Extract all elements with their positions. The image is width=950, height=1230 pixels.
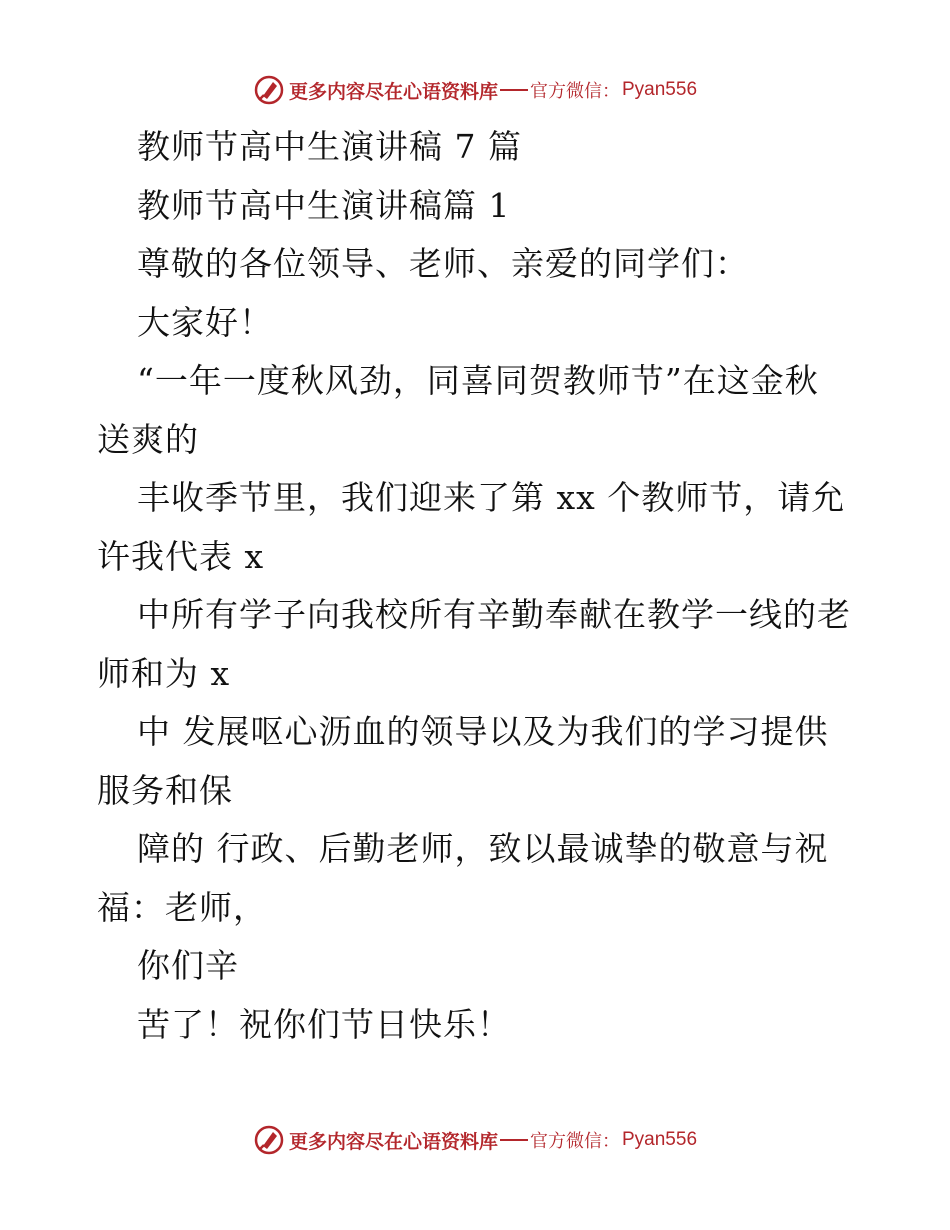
paragraph-line: 障的 行政、后勤老师，致以最诚挚的敬意与祝 — [137, 829, 829, 868]
paragraph-line: 师和为 x — [97, 653, 231, 693]
footer-banner — [0, 1120, 950, 1160]
footer-banner-label: 官方微信： — [530, 1131, 620, 1152]
paragraph-line: “一年一度秋风劲，同喜同贺教师节”在这金秋 — [137, 361, 819, 400]
greeting: 大家好！ — [137, 302, 273, 342]
document-body — [97, 118, 857, 1054]
header-banner-text: 更多内容尽在心语资料库 — [288, 80, 498, 103]
paragraph-line: 丰收季节里，我们迎来了第 xx 个教师节，请允 — [137, 478, 846, 517]
paragraph-line: 许我代表 x — [97, 536, 265, 576]
pen-nib-logo-icon — [253, 1124, 285, 1156]
salutation: 尊敬的各位领导、老师、亲爱的同学们： — [137, 244, 749, 283]
document-title: 教师节高中生演讲稿 7 篇 — [137, 127, 522, 166]
footer-wechat-id: Pyan556 — [622, 1129, 698, 1150]
paragraph-line: 你们辛 — [137, 946, 239, 985]
section-heading: 教师节高中生演讲稿篇 1 — [137, 185, 511, 225]
pen-nib-logo-icon — [253, 74, 285, 106]
header-banner-dash — [500, 89, 528, 91]
header-banner-label: 官方微信： — [530, 81, 620, 102]
paragraph-line: 中 发展呕心沥血的领导以及为我们的学习提供 — [137, 712, 829, 751]
paragraph-line: 送爽的 — [97, 419, 199, 459]
footer-banner-dash — [500, 1139, 528, 1141]
paragraph-line: 中所有学子向我校所有辛勤奉献在教学一线的老 — [137, 595, 851, 634]
footer-banner-text: 更多内容尽在心语资料库 — [288, 1130, 498, 1153]
paragraph-line: 福：老师， — [97, 887, 267, 927]
paragraph-line: 苦了！祝你们节日快乐！ — [137, 1004, 511, 1044]
paragraph-line: 服务和保 — [97, 770, 233, 810]
header-wechat-id: Pyan556 — [622, 79, 698, 100]
header-banner — [0, 70, 950, 110]
